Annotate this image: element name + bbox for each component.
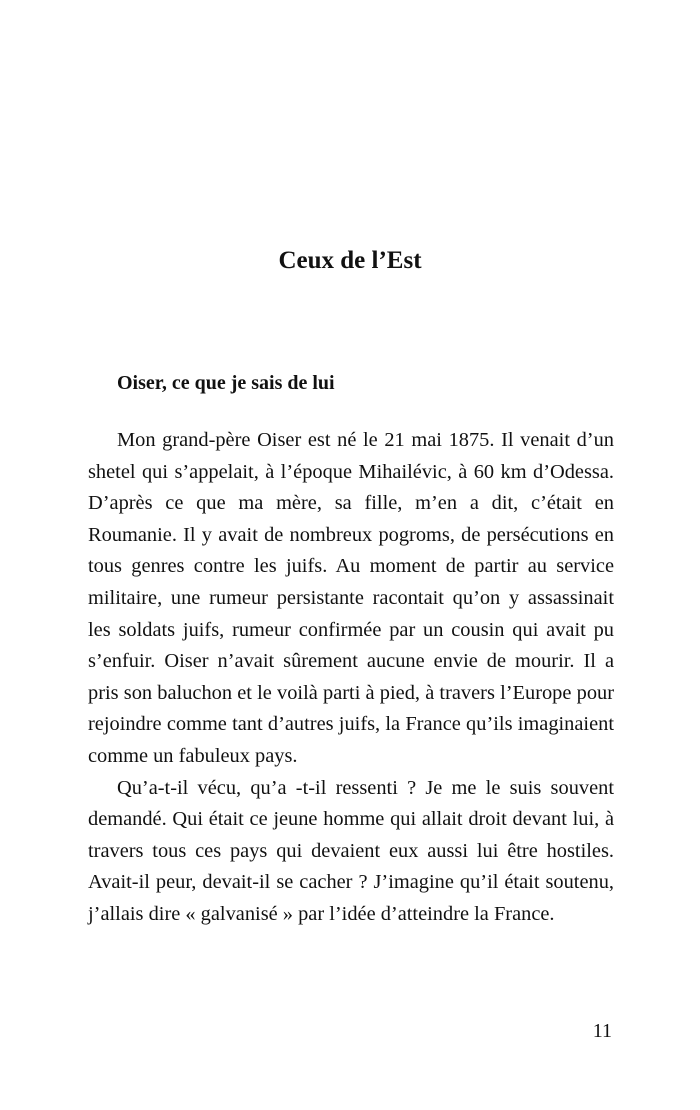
section-heading: Oiser, ce que je sais de lui bbox=[117, 372, 335, 394]
paragraph: Qu’a-t-il vécu, qu’a -t-il ressenti ? Je me le suis souvent demandé. Qui était ce jeune homme qui allait droit devant lui, à travers tous ces pays qui devaient eux aussi lui être hostiles. Avait-il peur, devait-il se cacher ? J’imagine qu’il était soutenu, j’allais dire « galvanisé » par l’idée d’atteindre la France. bbox=[88, 776, 614, 925]
paragraph: Mon grand-père Oiser est né le 21 mai 1875. Il venait d’un shetel qui s’appelait, à l’époque Mihailévic, à 60 km d’Odessa. D’après ce que ma mère, sa fille, m’en a dit, c’était en Roumanie. Il y avait de nombreux pogroms, de persécutions en tous genres contre les juifs. Au moment de partir au service militaire, une rumeur persistante racontait qu’on y assassinait les soldats juifs, rumeur confirmée par un cousin qui avait pu s’enfuir. Oiser n’avait sûrement aucune envie de mourir. Il a pris son baluchon et le voilà parti à pied, à travers l’Europe pour rejoindre comme tant d’autres juifs, la France qu’ils imaginaient comme un fabuleux pays. bbox=[88, 429, 614, 767]
chapter-title: Ceux de l’Est bbox=[278, 247, 422, 274]
page-number: 11 bbox=[592, 1020, 612, 1042]
body-text bbox=[88, 425, 614, 931]
